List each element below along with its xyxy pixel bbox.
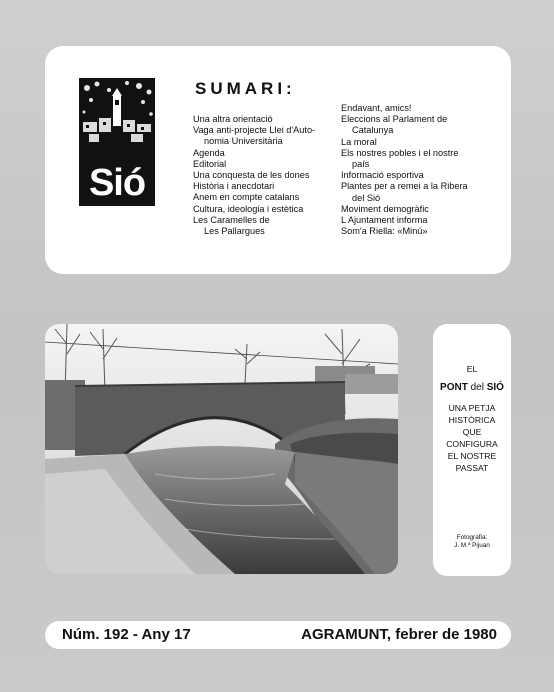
toc-item-text: Vaga anti-projecte Llei d'Auto-: [193, 125, 316, 136]
toc-item: [341, 148, 501, 170]
photo-credit: [433, 534, 511, 550]
toc-item-text: Som'a Riella: «Minú»: [341, 226, 428, 237]
place-date: AGRAMUNT, febrer de 1980: [301, 626, 497, 643]
toc-item: [341, 170, 501, 181]
toc-item: [341, 226, 501, 237]
caption-lines: [433, 402, 511, 474]
toc-item-continuation: nomia Universitària: [204, 136, 283, 147]
toc-item-text: Informació esportiva: [341, 170, 424, 181]
toc-item: [341, 103, 501, 114]
caption-el: EL: [466, 364, 478, 374]
toc-item-text: Agenda: [193, 147, 225, 158]
caption-pont: PONT: [440, 382, 468, 393]
toc-list-left: [193, 114, 343, 237]
table-of-contents-panel: [45, 46, 511, 274]
toc-item: [193, 170, 343, 181]
caption-headline: [433, 382, 511, 394]
toc-item-text: L Ajuntament informa: [341, 215, 428, 226]
photo-credit-name: J. M.ª Pijuan: [454, 542, 490, 549]
toc-item-text: Endavant, amics!: [341, 103, 412, 113]
caption-sio: SIÓ: [486, 382, 504, 393]
logo-text: Sió: [88, 162, 146, 204]
caption-line: EL NOSTRE: [447, 451, 497, 461]
issue-number: Núm. 192 - Any 17: [62, 626, 191, 643]
toc-item-text: Les Caramelles de: [193, 214, 270, 225]
toc-item: [193, 125, 343, 147]
toc-item: [341, 114, 501, 136]
toc-item-continuation: del Sió: [352, 192, 381, 203]
toc-item-text: La moral: [341, 136, 377, 147]
summary-title: SUMARI:: [195, 79, 296, 98]
toc-item-text: Els nostres pobles i el nostre: [341, 147, 459, 158]
toc-item: [193, 181, 343, 192]
toc-item: [193, 148, 343, 159]
toc-list-right: [341, 103, 501, 237]
stone-bridge-image: [45, 324, 398, 574]
toc-item: [193, 114, 343, 125]
toc-item: [193, 192, 343, 203]
toc-item-text: Una altra orientació: [193, 114, 273, 124]
caption-line: QUE: [462, 427, 482, 437]
caption-line: PASSAT: [455, 463, 489, 473]
toc-item-continuation: país: [352, 159, 370, 170]
issue-footer: [45, 621, 511, 649]
toc-item-text: Moviment demogràfic: [341, 203, 429, 214]
caption-line: UNA PETJA: [448, 403, 496, 413]
toc-item-text: Història i anecdotari: [193, 181, 275, 192]
toc-item-text: Editorial: [193, 158, 227, 169]
toc-item-text: Plantes per a remei a la Ribera: [341, 181, 468, 192]
photo-credit-label: Fotografia:: [456, 534, 488, 541]
toc-item: [341, 137, 501, 148]
caption-line: HISTÒRICA: [448, 415, 496, 425]
toc-item-text: Eleccions al Parlament de: [341, 114, 448, 125]
toc-item-text: Una conquesta de les dones: [193, 170, 310, 181]
toc-item-continuation: Les Pallargues: [204, 226, 265, 237]
toc-item: [341, 204, 501, 215]
caption-line: CONFIGURA: [446, 439, 498, 449]
toc-item-continuation: Catalunya: [352, 125, 394, 136]
toc-item-text: Anem en compte catalans: [193, 192, 300, 203]
sio-logo: [79, 78, 155, 206]
toc-item: [193, 204, 343, 215]
toc-item: [341, 181, 501, 203]
bridge-photo: [45, 324, 398, 574]
caption-del: del: [467, 382, 487, 393]
toc-item: [341, 215, 501, 226]
photo-caption-panel: [433, 324, 511, 576]
toc-item-text: Cultura, ideologia i estètica: [193, 203, 304, 214]
toc-item: [193, 159, 343, 170]
toc-item: [193, 215, 343, 237]
